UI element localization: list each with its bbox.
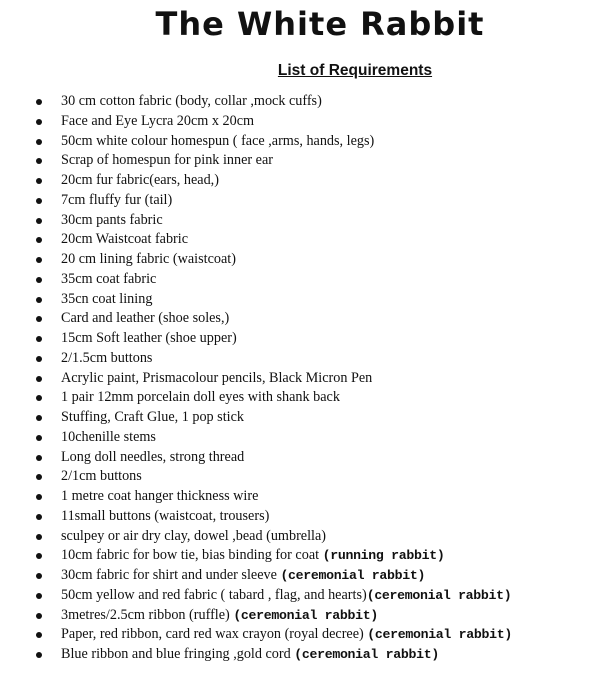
item-text: 7cm fluffy fur (tail) [61, 191, 173, 208]
list-item [0, 92, 600, 112]
bullet-icon [36, 297, 42, 303]
bullet-icon [36, 99, 42, 105]
bullet-icon [36, 237, 42, 243]
item-text: 20 cm lining fabric (waistcoat) [61, 251, 236, 267]
list-item [0, 270, 600, 290]
item-note: (ceremonial rabbit) [367, 627, 512, 643]
item-text: 11small buttons (waistcoat, trousers) [61, 507, 270, 524]
list-item [0, 171, 600, 191]
bullet-icon [36, 376, 42, 382]
list-item [0, 625, 600, 645]
list-item [0, 566, 600, 586]
list-item [0, 467, 600, 487]
bullet-icon [36, 455, 42, 461]
item-text: sculpey or air dry clay, dowel ,bead (umbrella) [61, 527, 326, 544]
item-text: 15cm Soft leather (shoe upper) [61, 330, 237, 346]
item-text: 2/1cm buttons [61, 468, 142, 485]
item-text: 30cm pants fabric [61, 211, 163, 228]
bullet-icon [36, 415, 42, 421]
item-text: 10cm fabric for bow tie, bias binding for coat [61, 547, 323, 564]
bullet-icon [36, 218, 42, 224]
item-text: 1 metre coat hanger thickness wire [61, 488, 259, 504]
bullet-icon [36, 158, 42, 164]
list-item [0, 546, 600, 566]
list-item [0, 487, 600, 507]
item-text: 50cm yellow and red fabric ( tabard , flag, and hearts) [61, 586, 367, 603]
item-text: Paper, red ribbon, card red wax crayon (royal decree) [61, 626, 368, 643]
item-text: 20cm fur fabric(ears, head,) [61, 172, 219, 188]
item-text: Face and Eye Lycra 20cm x 20cm [61, 112, 255, 129]
list-item [0, 645, 600, 665]
item-note: (running rabbit) [322, 548, 445, 564]
bullet-icon [36, 336, 42, 342]
list-item [0, 112, 600, 132]
bullet-icon [36, 613, 42, 619]
item-note: (ceremonial rabbit) [233, 607, 378, 623]
list-item [0, 132, 600, 152]
item-text: 1 pair 12mm porcelain doll eyes with shank back [61, 389, 340, 406]
item-note: (ceremonial rabbit) [294, 647, 439, 662]
list-item [0, 408, 600, 428]
item-text: Stuffing, Craft Glue, 1 pop stick [61, 409, 244, 425]
list-item [0, 507, 600, 527]
bullet-icon [36, 593, 42, 599]
item-note: (ceremonial rabbit) [366, 587, 512, 603]
bullet-icon [36, 316, 42, 322]
item-text: 30 cm cotton fabric (body, collar ,mock cuffs) [61, 93, 322, 109]
list-item [0, 191, 600, 211]
bullet-icon [36, 139, 42, 145]
list-item [0, 586, 600, 606]
page-title: The White Rabbit [155, 5, 485, 43]
list-item [0, 250, 600, 270]
item-text: 20cm Waistcoat fabric [61, 231, 189, 248]
list-item [0, 151, 600, 171]
list-item [0, 448, 600, 468]
bullet-icon [36, 553, 42, 559]
bullet-icon [36, 632, 42, 638]
bullet-icon [36, 395, 42, 401]
bullet-icon [36, 178, 42, 184]
item-text: Acrylic paint, Prismacolour pencils, Black Micron Pen [61, 369, 373, 386]
item-text: Card and leather (shoe soles,) [61, 310, 230, 327]
bullet-icon [36, 435, 42, 441]
bullet-icon [36, 257, 42, 263]
list-item [0, 527, 600, 547]
item-text: Scrap of homespun for pink inner ear [61, 152, 273, 169]
bullet-icon [36, 356, 42, 362]
bullet-icon [36, 277, 42, 283]
item-text: 35cm coat fabric [61, 270, 157, 287]
list-item [0, 369, 600, 389]
list-item [0, 290, 600, 310]
bullet-icon [36, 474, 42, 480]
list-item [0, 230, 600, 250]
item-text: 50cm white colour homespun ( face ,arms, hands, legs) [61, 132, 375, 149]
bullet-icon [36, 198, 42, 204]
bullet-icon [36, 494, 42, 500]
bullet-icon [36, 652, 42, 658]
list-item [0, 329, 600, 349]
bullet-icon [36, 514, 42, 520]
list-item [0, 349, 600, 369]
bullet-icon [36, 119, 42, 125]
item-text: 3metres/2.5cm ribbon (ruffle) [61, 606, 234, 623]
item-text: 2/1.5cm buttons [61, 349, 153, 366]
list-item [0, 428, 600, 448]
requirements-list [0, 92, 600, 665]
item-note: (ceremonial rabbit) [280, 568, 426, 583]
item-text: Blue ribbon and blue fringing ,gold cord [61, 646, 295, 662]
item-text: 35cn coat lining [61, 290, 153, 307]
list-heading: List of Requirements [277, 62, 433, 79]
item-text: Long doll needles, strong thread [61, 448, 245, 465]
list-item [0, 309, 600, 329]
bullet-icon [36, 573, 42, 579]
item-text: 30cm fabric for shirt and under sleeve [61, 567, 281, 583]
list-item [0, 211, 600, 231]
bullet-icon [36, 534, 42, 540]
list-item [0, 606, 600, 626]
list-item [0, 388, 600, 408]
item-text: 10chenille stems [61, 428, 156, 445]
